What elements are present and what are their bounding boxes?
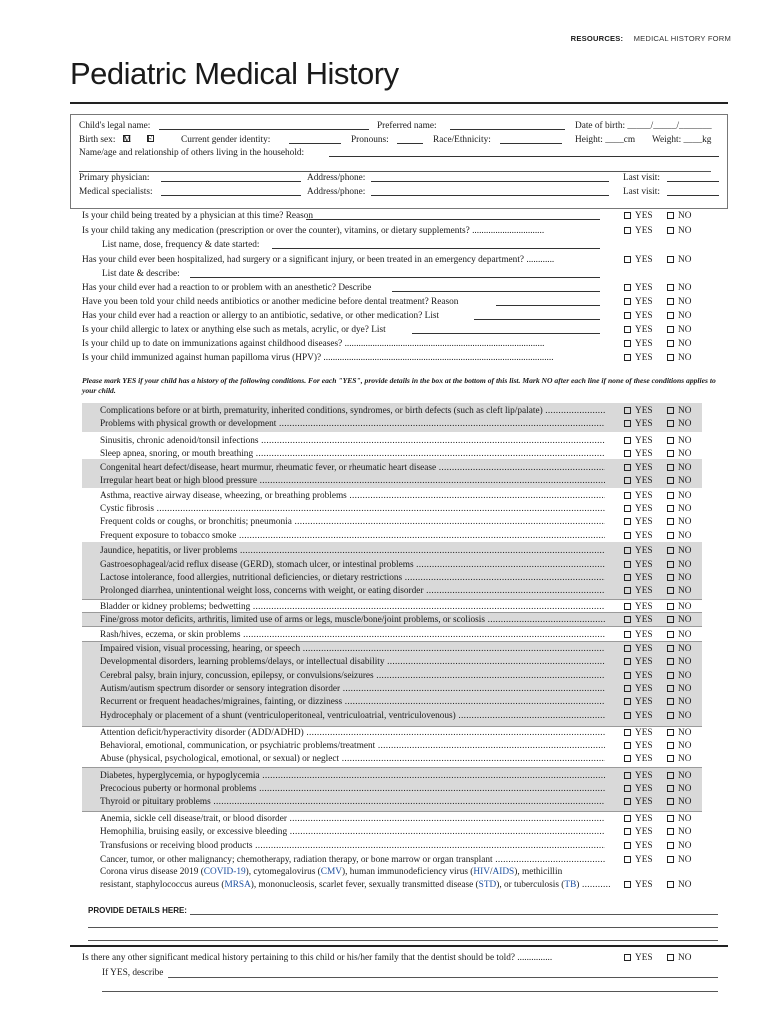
group-separator <box>82 811 702 812</box>
yes-checkbox[interactable]: YES <box>624 855 653 865</box>
pronouns-field[interactable] <box>397 135 423 144</box>
final-yes-no <box>624 953 692 963</box>
condition-item: Hydrocephaly or placement of a shunt (ventriculoperitoneal, ventriculoatrial, ventriculovenous) ..... <box>100 711 605 721</box>
no-checkbox[interactable]: NO <box>667 671 691 681</box>
no-checkbox[interactable]: NO <box>667 741 691 751</box>
specialists-field[interactable] <box>161 187 301 196</box>
no-checkbox[interactable]: NO <box>667 449 691 459</box>
condition-item: Irregular heart beat or high blood pressure ..... <box>100 476 605 486</box>
details-line-1[interactable] <box>190 914 718 915</box>
yes-checkbox[interactable]: YES <box>624 311 653 321</box>
yes-checkbox[interactable]: YES <box>624 953 653 963</box>
condition-item: Recurrent or frequent headaches/migraines, fainting, or dizziness ..... <box>100 697 605 707</box>
details-line-3[interactable] <box>88 940 718 941</box>
question-text: Has your child ever been hospitalized, had surgery or a significant injury, or been treated in an emergency department? ............ <box>82 255 555 265</box>
condition-item: Frequent exposure to tobacco smoke ..... <box>100 531 605 541</box>
no-checkbox[interactable]: NO <box>667 711 691 721</box>
yes-checkbox[interactable]: YES <box>624 255 653 265</box>
no-checkbox[interactable]: NO <box>667 419 691 429</box>
question-text: Has your child ever had a reaction to or problem with an anesthetic? Describe <box>82 283 372 293</box>
answer-line[interactable] <box>412 333 600 334</box>
no-checkbox[interactable]: NO <box>667 615 691 625</box>
no-checkbox[interactable]: NO <box>667 297 691 307</box>
condition-item: Problems with physical growth or development ..... <box>100 419 605 429</box>
condition-item: Jaundice, hepatitis, or liver problems ..... <box>100 546 605 556</box>
yes-no-pair <box>624 476 692 486</box>
yes-no-pair <box>624 827 692 837</box>
yes-no-pair <box>624 325 692 335</box>
resource-value: MEDICAL HISTORY FORM <box>633 34 731 43</box>
yes-no-pair <box>624 255 692 265</box>
yes-checkbox[interactable]: YES <box>624 784 653 794</box>
condition-item: Abuse (physical, psychological, emotional, or sexual) or neglect ..... <box>100 754 605 764</box>
question-text: Is your child being treated by a physician at this time? Reason <box>82 211 314 221</box>
no-checkbox[interactable]: NO <box>667 784 691 794</box>
address-phone-label-2: Address/phone: <box>307 187 366 197</box>
yes-no-pair <box>624 491 692 501</box>
legal-name-field[interactable] <box>159 121 369 130</box>
yes-checkbox[interactable]: YES <box>624 728 653 738</box>
yes-checkbox[interactable]: YES <box>624 771 653 781</box>
details-line-2[interactable] <box>88 927 718 928</box>
address-phone-field-2[interactable] <box>371 187 609 196</box>
yes-no-pair <box>624 339 692 349</box>
no-checkbox[interactable]: NO <box>667 311 691 321</box>
yes-no-pair <box>624 684 692 694</box>
address-phone-field-1[interactable] <box>371 173 609 182</box>
no-checkbox[interactable]: NO <box>667 406 691 416</box>
yes-checkbox[interactable]: YES <box>624 463 653 473</box>
group-separator <box>82 612 702 613</box>
yes-checkbox[interactable]: YES <box>624 711 653 721</box>
yes-checkbox[interactable]: YES <box>624 644 653 654</box>
yes-no-pair <box>624 754 692 764</box>
yes-checkbox[interactable]: YES <box>624 630 653 640</box>
condition-item: Thyroid or pituitary problems ..... <box>100 797 605 807</box>
specialists-label: Medical specialists: <box>79 187 153 197</box>
no-checkbox[interactable]: NO <box>667 586 691 596</box>
household-field[interactable] <box>329 148 719 157</box>
no-checkbox[interactable]: NO <box>667 697 691 707</box>
yes-checkbox[interactable]: YES <box>624 586 653 596</box>
condition-item: Sinusitis, chronic adenoid/tonsil infections ..... <box>100 436 605 446</box>
yes-checkbox[interactable]: YES <box>624 841 653 851</box>
condition-item: Cerebral palsy, brain injury, concussion, epilepsy, or convulsions/seizures ..... <box>100 671 605 681</box>
condition-item: Sleep apnea, snoring, or mouth breathing ..... <box>100 449 605 459</box>
yes-checkbox[interactable]: YES <box>624 339 653 349</box>
condition-item: Autism/autism spectrum disorder or sensory integration disorder ..... <box>100 684 605 694</box>
primary-physician-label: Primary physician: <box>79 173 150 183</box>
yes-no-pair <box>624 283 692 293</box>
answer-line[interactable] <box>306 219 600 220</box>
yes-no-pair <box>624 517 692 527</box>
yes-checkbox[interactable]: YES <box>624 353 653 363</box>
yes-no-pair <box>624 573 692 583</box>
condition-item: Gastroesophageal/acid reflux disease (GERD), stomach ulcer, or intestinal problems ..... <box>100 560 605 570</box>
no-checkbox[interactable]: NO <box>667 463 691 473</box>
no-checkbox[interactable]: NO <box>667 211 691 221</box>
yes-no-pair <box>624 728 692 738</box>
yes-checkbox[interactable]: YES <box>624 419 653 429</box>
condition-item: Transfusions or receiving blood products ..... <box>100 841 605 851</box>
legal-name-label: Child's legal name: <box>79 121 151 131</box>
yes-no-pair <box>624 226 692 236</box>
yes-no-pair <box>624 546 692 556</box>
no-checkbox[interactable]: NO <box>667 953 691 963</box>
condition-item: Rash/hives, eczema, or skin problems ..... <box>100 630 605 640</box>
no-checkbox[interactable]: NO <box>667 644 691 654</box>
no-checkbox[interactable]: NO <box>667 797 691 807</box>
question-text: Is your child up to date on immunizations against childhood diseases? ...................................................................................... <box>82 339 545 349</box>
yes-no-pair <box>624 615 692 625</box>
no-checkbox[interactable]: NO <box>667 602 691 612</box>
no-checkbox[interactable]: NO <box>667 814 691 824</box>
condition-item: Frequent colds or coughs, or bronchitis; pneumonia ..... <box>100 517 605 527</box>
yes-no-pair <box>624 797 692 807</box>
no-checkbox[interactable]: NO <box>667 560 691 570</box>
household-label: Name/age and relationship of others living in the household: <box>79 148 305 158</box>
yes-checkbox[interactable]: YES <box>624 697 653 707</box>
resource-label: RESOURCES: <box>570 34 624 43</box>
no-checkbox[interactable]: NO <box>667 841 691 851</box>
yes-no-pair <box>624 784 692 794</box>
group-separator <box>82 626 702 627</box>
yes-no-pair <box>624 711 692 721</box>
no-checkbox[interactable]: NO <box>667 771 691 781</box>
yes-checkbox[interactable]: YES <box>624 741 653 751</box>
child-info-box: Child's legal name: Preferred name: Date of birth: _____/_____/_______ Birth sex: M F Current gender identity: Pronouns: Race/Ethnicity: Height: ____cm Weight: ____kg Name/age and relationship of others living in the household: Primary physician: Address/phone: Last visit: Medical specialists: Address/phone: Last visit: <box>70 114 728 209</box>
yes-no-pair <box>624 741 692 751</box>
last-visit-field-2[interactable] <box>667 187 719 196</box>
dob-field[interactable]: Date of birth: _____/_____/_______ <box>575 121 712 131</box>
yes-no-pair <box>624 311 692 321</box>
height-field[interactable]: Height: ____cm <box>575 135 636 145</box>
page-title: Pediatric Medical History <box>70 56 399 91</box>
yes-no-pair <box>624 586 692 596</box>
condition-item: Precocious puberty or hormonal problems ..... <box>100 784 605 794</box>
answer-line[interactable] <box>190 277 600 278</box>
yes-checkbox[interactable]: YES <box>624 814 653 824</box>
yes-checkbox[interactable]: YES <box>624 560 653 570</box>
yes-no-pair <box>624 560 692 570</box>
condition-item: Asthma, reactive airway disease, wheezing, or breathing problems ..... <box>100 491 605 501</box>
no-checkbox[interactable]: NO <box>667 226 691 236</box>
preferred-name-label: Preferred name: <box>377 121 437 131</box>
answer-line[interactable] <box>474 319 600 320</box>
yes-checkbox[interactable]: YES <box>624 684 653 694</box>
no-checkbox[interactable]: NO <box>667 684 691 694</box>
question-text: List date & describe: <box>102 269 180 279</box>
yes-no-pair <box>624 771 692 781</box>
yes-no-pair <box>624 449 692 459</box>
no-checkbox[interactable]: NO <box>667 325 691 335</box>
no-checkbox[interactable]: NO <box>667 255 691 265</box>
yes-checkbox[interactable]: YES <box>624 449 653 459</box>
yes-no-pair <box>624 644 692 654</box>
yes-checkbox[interactable]: YES <box>624 573 653 583</box>
answer-line[interactable] <box>496 305 600 306</box>
gender-identity-label: Current gender identity: <box>181 135 271 145</box>
no-checkbox[interactable]: NO <box>667 339 691 349</box>
yes-checkbox[interactable]: YES <box>624 406 653 416</box>
yes-no-pair <box>624 504 692 514</box>
condition-item: Anemia, sickle cell disease/trait, or blood disorder ..... <box>100 814 605 824</box>
yes-no-pair <box>624 211 692 221</box>
yes-no-pair <box>624 657 692 667</box>
no-checkbox[interactable]: NO <box>667 353 691 363</box>
birth-sex-label: Birth sex: <box>79 135 116 145</box>
household-field-line-2[interactable] <box>79 171 711 172</box>
yes-no-pair <box>624 630 692 640</box>
condition-item: Bladder or kidney problems; bedwetting ..... <box>100 602 605 612</box>
yes-checkbox[interactable]: YES <box>624 325 653 335</box>
yes-checkbox[interactable]: YES <box>624 491 653 501</box>
yes-no-pair <box>624 671 692 681</box>
no-checkbox[interactable]: NO <box>667 657 691 667</box>
primary-physician-field[interactable] <box>161 173 301 182</box>
yes-checkbox[interactable]: YES <box>624 211 653 221</box>
yes-no-pair <box>624 406 692 416</box>
yes-checkbox[interactable]: YES <box>624 797 653 807</box>
no-checkbox[interactable]: NO <box>667 827 691 837</box>
question-text: List name, dose, frequency & date started: <box>102 240 260 250</box>
yes-checkbox[interactable]: YES <box>624 476 653 486</box>
condition-item: Impaired vision, visual processing, hearing, or speech ..... <box>100 644 605 654</box>
preferred-name-field[interactable] <box>450 121 565 130</box>
yes-no-pair <box>624 297 692 307</box>
last-visit-label-2: Last visit: <box>623 187 660 197</box>
yes-checkbox[interactable]: YES <box>624 436 653 446</box>
yes-checkbox[interactable]: YES <box>624 657 653 667</box>
condition-item: Fine/gross motor deficits, arthritis, limited use of arms or legs, muscle/bone/joint problems, or scoliosis ..... <box>100 615 605 625</box>
no-checkbox[interactable]: NO <box>667 728 691 738</box>
yes-checkbox[interactable]: YES <box>624 504 653 514</box>
no-checkbox[interactable]: NO <box>667 491 691 501</box>
condition-item: Diabetes, hyperglycemia, or hypoglycemia ..... <box>100 771 605 781</box>
no-checkbox[interactable]: NO <box>667 546 691 556</box>
condition-item: Complications before or at birth, prematurity, inherited conditions, syndromes, or birth defects (such as cleft lip/palate) ..... <box>100 406 605 416</box>
condition-item: Corona virus disease 2019 (COVID-19), cytomegalovirus (CMV), human immunodeficiency virus (HIV/AIDS), methicillin <box>100 867 563 877</box>
yes-no-pair <box>624 697 692 707</box>
condition-item: resistant, staphylococcus aureus (MRSA), mononucleosis, scarlet fever, sexually transmitted disease (STD), or tuberculosis (TB) ..... <box>100 880 610 890</box>
yes-checkbox[interactable]: YES <box>624 671 653 681</box>
yes-no-pair <box>624 436 692 446</box>
yes-no-pair <box>624 463 692 473</box>
yes-no-pair <box>624 602 692 612</box>
yes-checkbox[interactable]: YES <box>624 615 653 625</box>
no-checkbox[interactable]: NO <box>667 504 691 514</box>
condition-item: Attention deficit/hyperactivity disorder (ADD/ADHD) ..... <box>100 728 605 738</box>
yes-checkbox[interactable]: YES <box>624 880 653 890</box>
bottom-rule <box>70 945 728 947</box>
yes-checkbox[interactable]: YES <box>624 226 653 236</box>
condition-item: Prolonged diarrhea, unintentional weight loss, concerns with weight, or eating disorder ..... <box>100 586 605 596</box>
resource-header <box>571 34 731 43</box>
condition-item: Cancer, tumor, or other malignancy; chemotherapy, radiation therapy, or bone marrow or organ transplant ..... <box>100 855 605 865</box>
condition-item: Congenital heart defect/disease, heart murmur, rheumatic fever, or rheumatic heart disease ..... <box>100 463 605 473</box>
describe-line-1[interactable] <box>168 977 718 978</box>
question-text: Is your child immunized against human papilloma virus (HPV)? ................................................................................................... <box>82 353 554 363</box>
group-separator <box>82 767 702 768</box>
no-checkbox[interactable]: NO <box>667 476 691 486</box>
yes-no-pair <box>624 841 692 851</box>
no-checkbox[interactable]: NO <box>667 855 691 865</box>
yes-no-pair <box>624 531 692 541</box>
yes-checkbox[interactable]: YES <box>624 297 653 307</box>
describe-line-2[interactable] <box>102 991 718 992</box>
title-rule <box>70 102 728 104</box>
condition-item: Behavioral, emotional, communication, or psychiatric problems/treatment ..... <box>100 741 605 751</box>
yes-checkbox[interactable]: YES <box>624 283 653 293</box>
weight-field[interactable]: Weight: ____kg <box>652 135 712 145</box>
no-checkbox[interactable]: NO <box>667 630 691 640</box>
condition-item: Hemophilia, bruising easily, or excessive bleeding ..... <box>100 827 605 837</box>
no-checkbox[interactable]: NO <box>667 880 691 890</box>
details-label: PROVIDE DETAILS HERE: <box>88 906 187 915</box>
no-checkbox[interactable]: NO <box>667 531 691 541</box>
yes-no-pair <box>624 353 692 363</box>
race-field[interactable] <box>500 135 562 144</box>
group-separator <box>82 641 702 642</box>
no-checkbox[interactable]: NO <box>667 436 691 446</box>
yes-checkbox[interactable]: YES <box>624 602 653 612</box>
condition-item: Lactose intolerance, food allergies, nutritional deficiencies, or dietary restrictions ..... <box>100 573 605 583</box>
question-text: Is your child allergic to latex or anything else such as metals, acrylic, or dye? List <box>82 325 386 335</box>
yes-no-pair <box>624 814 692 824</box>
yes-no-pair <box>624 855 692 865</box>
no-checkbox[interactable]: NO <box>667 754 691 764</box>
race-label: Race/Ethnicity: <box>433 135 491 145</box>
last-visit-label-1: Last visit: <box>623 173 660 183</box>
yes-checkbox[interactable]: YES <box>624 546 653 556</box>
yes-no-pair <box>624 880 692 890</box>
last-visit-field-1[interactable] <box>667 173 719 182</box>
yes-checkbox[interactable]: YES <box>624 754 653 764</box>
answer-line[interactable] <box>392 291 600 292</box>
pronouns-label: Pronouns: <box>351 135 389 145</box>
question-text: Have you been told your child needs antibiotics or another medicine before dental treatment? Reason <box>82 297 459 307</box>
no-checkbox[interactable]: NO <box>667 517 691 527</box>
yes-checkbox[interactable]: YES <box>624 517 653 527</box>
yes-no-pair <box>624 419 692 429</box>
no-checkbox[interactable]: NO <box>667 573 691 583</box>
instructions: Please mark YES if your child has a history of the following conditions. For each "YES", provide details in the box at the bottom of this list. Mark NO after each line if none of these conditions applies to your child. <box>82 376 716 395</box>
address-phone-label-1: Address/phone: <box>307 173 366 183</box>
condition-item: Developmental disorders, learning problems/delays, or intellectual disability ..... <box>100 657 605 667</box>
condition-item: Cystic fibrosis ..... <box>100 504 605 514</box>
yes-checkbox[interactable]: YES <box>624 827 653 837</box>
yes-checkbox[interactable]: YES <box>624 531 653 541</box>
no-checkbox[interactable]: NO <box>667 283 691 293</box>
group-separator <box>82 726 702 727</box>
group-separator <box>82 599 702 600</box>
gender-identity-field[interactable] <box>289 135 341 144</box>
question-text: Is your child taking any medication (prescription or over the counter), vitamins, or dietary supplements? ............................... <box>82 226 545 236</box>
question-text: Has your child ever had a reaction or allergy to an antibiotic, sedative, or other medication? List <box>82 311 440 321</box>
answer-line[interactable] <box>272 248 600 249</box>
